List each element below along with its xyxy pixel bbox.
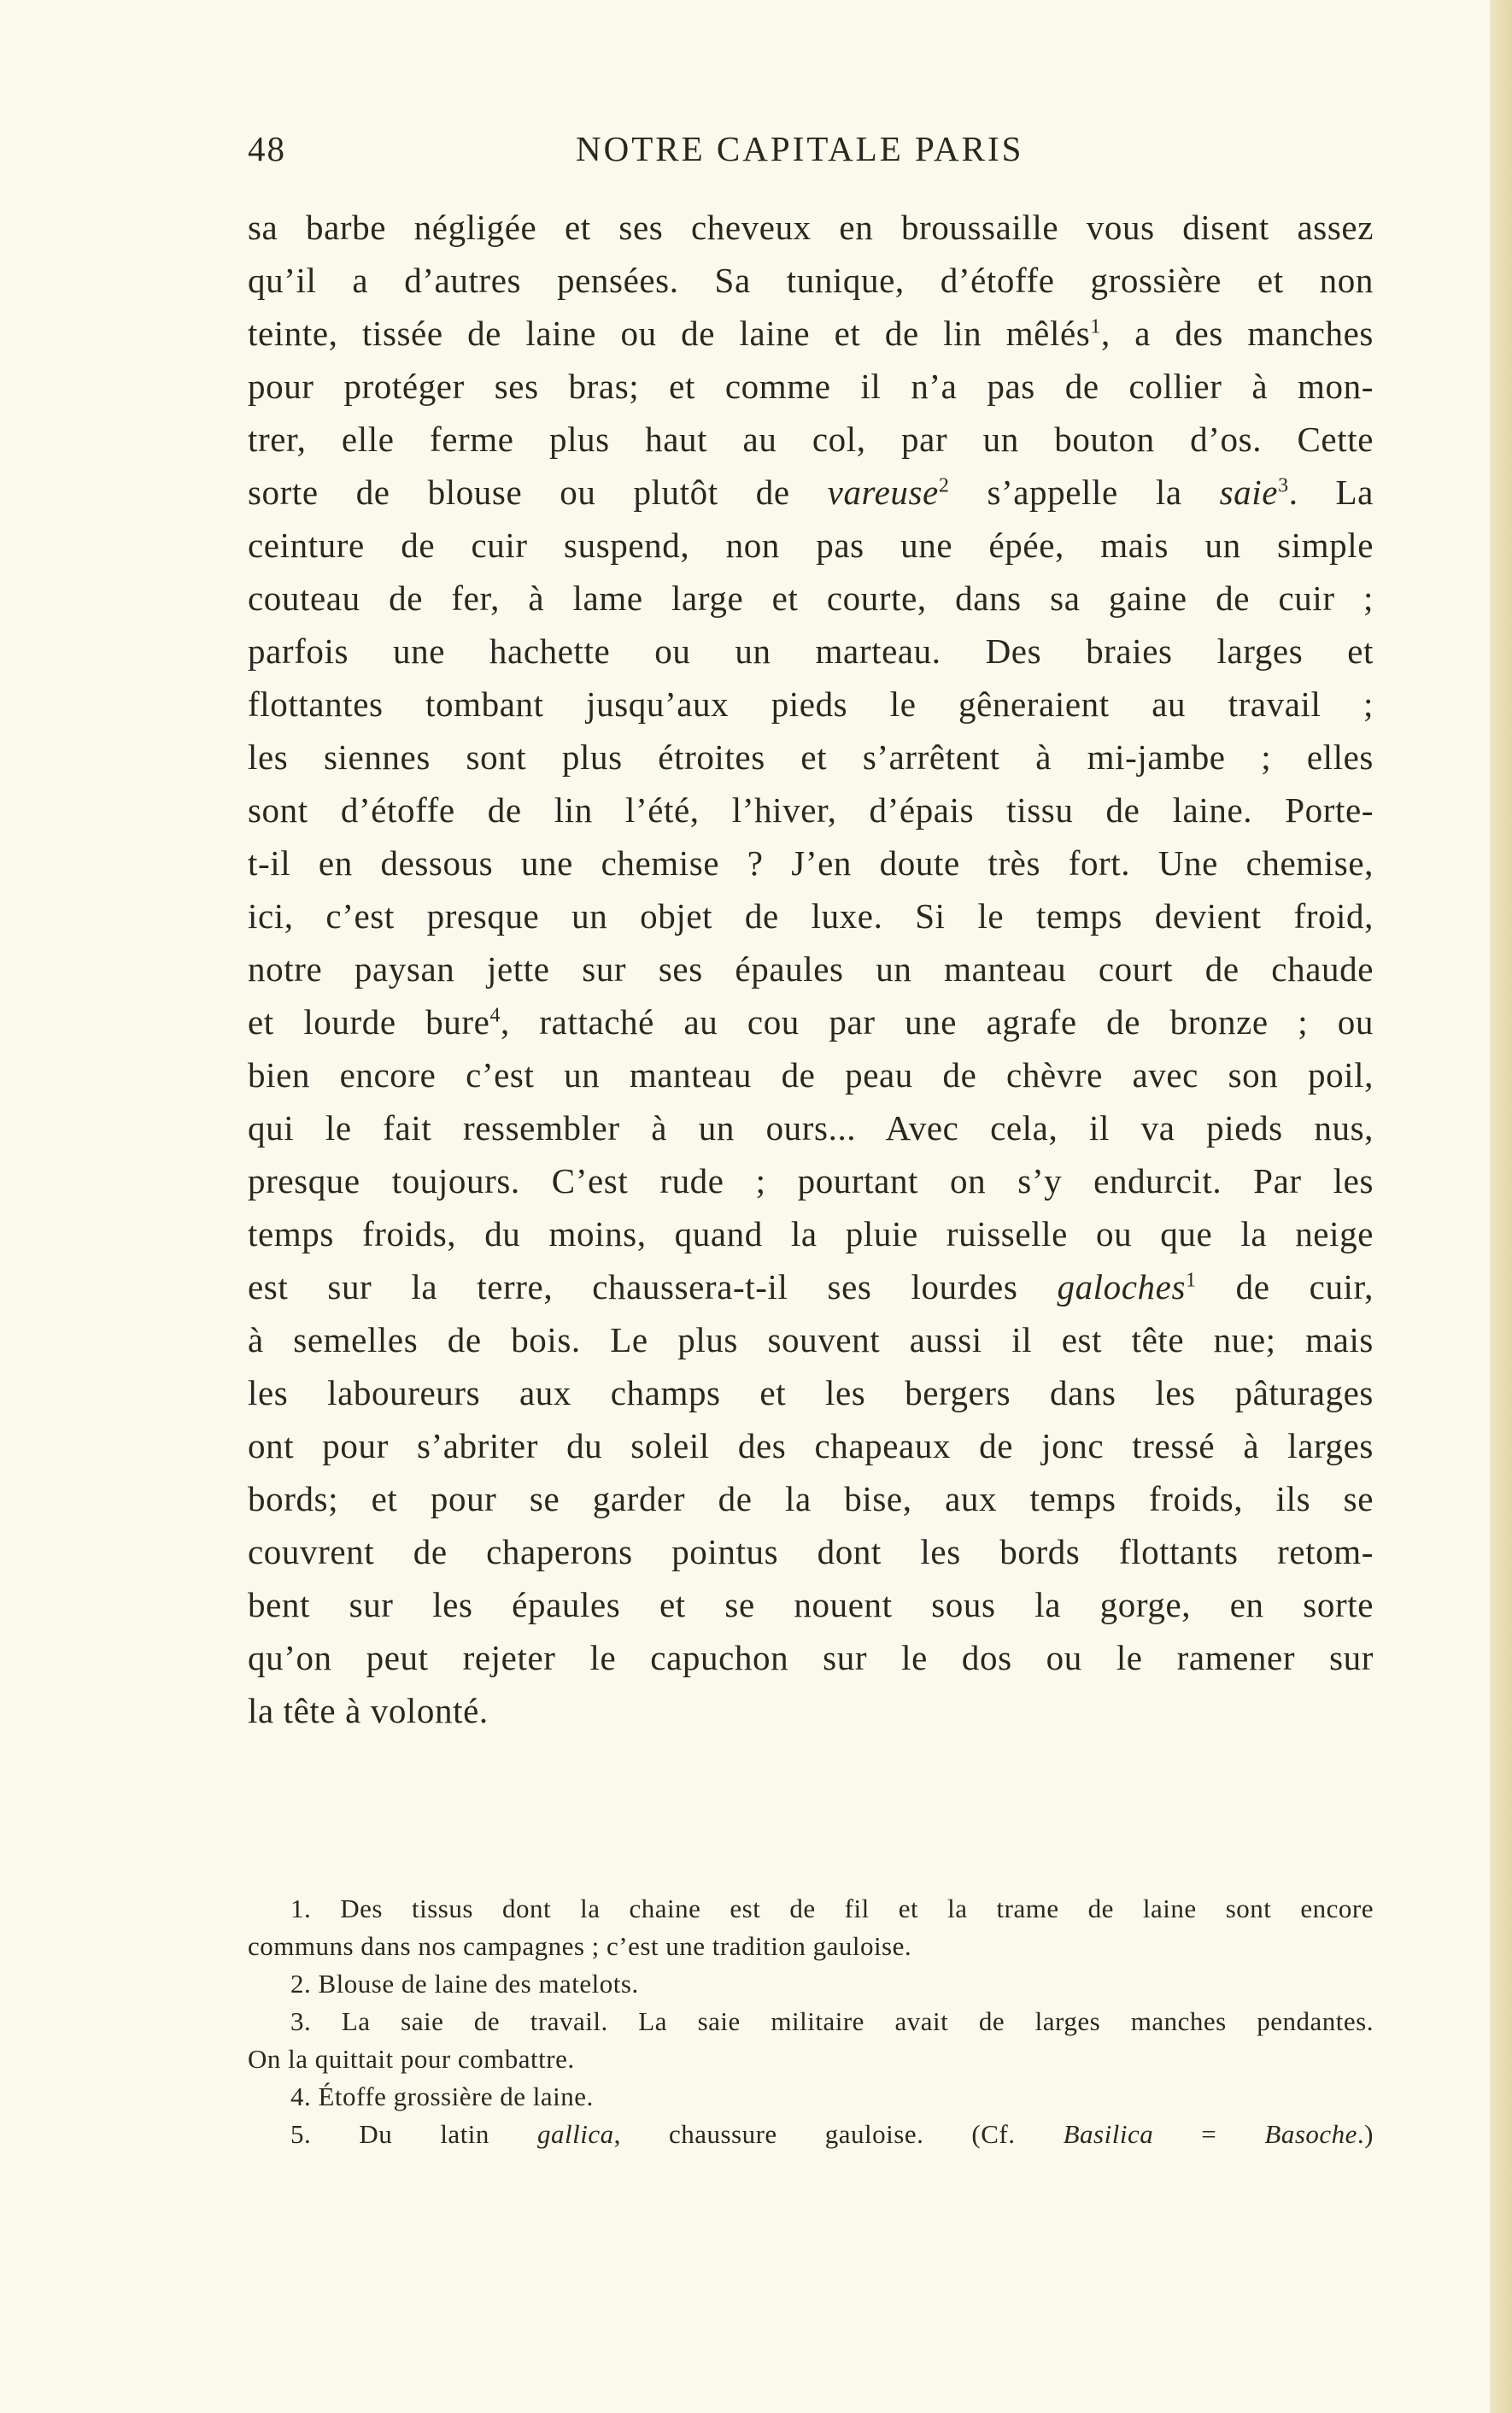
text-line: couteau de fer, à lame large et courte, dans sa gaine de cuir ; xyxy=(248,578,1374,618)
text-line: flottantes tombant jusqu’aux pieds le gêneraient au travail ; xyxy=(248,684,1374,724)
text-line: les siennes sont plus étroites et s’arrêtent à mi-jambe ; elles xyxy=(248,737,1374,777)
footnote: On la quittait pour combattre. xyxy=(248,2044,575,2074)
footnote: 1. Des tissus dont la chaine est de fil et la trame de laine sont encore xyxy=(290,1893,1374,1923)
footnote: 2. Blouse de laine des matelots. xyxy=(290,1969,639,1999)
text-line: et lourde bure$^4$, rattaché au cou par une agrafe de bronze ; ou xyxy=(248,1002,1374,1042)
footnote: 5. Du latin gallica, chaussure gauloise. (Cf. Basilica = Basoche.) xyxy=(290,2119,1374,2149)
text-line: bords; et pour se garder de la bise, aux temps froids, ils se xyxy=(248,1479,1374,1518)
footnote-ref: 2 xyxy=(938,474,950,497)
text-line: couvrent de chaperons pointus dont les bords flottants retom- xyxy=(248,1532,1374,1571)
text-line: qu’on peut rejeter le capuchon sur le dos ou le ramener sur xyxy=(248,1638,1374,1677)
text-line: temps froids, du moins, quand la pluie ruisselle ou que la neige xyxy=(248,1214,1374,1253)
footnote: 4. Étoffe grossière de laine. xyxy=(290,2081,594,2111)
page-header xyxy=(248,128,1374,179)
text-line: pour protéger ses bras; et comme il n’a pas de collier à mon- xyxy=(248,367,1374,406)
text-line: la tête à volonté. xyxy=(248,1691,489,1730)
text-line: les laboureurs aux champs et les bergers dans les pâturages xyxy=(248,1373,1374,1412)
running-title: NOTRE CAPITALE PARIS xyxy=(576,129,1024,168)
text-line: qui le fait ressembler à un ours... Avec cela, il va pieds nus, xyxy=(248,1108,1374,1148)
text-line: sorte de blouse ou plutôt de vareuse$^2$ s’appelle la saie$^3$. La xyxy=(248,473,1374,512)
footnote: communs dans nos campagnes ; c’est une tradition gauloise. xyxy=(248,1931,912,1961)
text-line: sa barbe négligée et ses cheveux en broussaille vous disent assez xyxy=(248,208,1374,247)
footnote-ref: 1 xyxy=(1186,1269,1197,1292)
text-line: bent sur les épaules et se nouent sous la gorge, en sorte xyxy=(248,1585,1374,1624)
text-line: ceinture de cuir suspend, non pas une épée, mais un simple xyxy=(248,525,1374,565)
text-line: notre paysan jette sur ses épaules un manteau court de chaude xyxy=(248,949,1374,989)
text-line: ont pour s’abriter du soleil des chapeaux de jonc tressé à larges xyxy=(248,1426,1374,1465)
text-line: sont d’étoffe de lin l’été, l’hiver, d’épais tissu de laine. Porte- xyxy=(248,790,1374,830)
footnote: 3. La saie de travail. La saie militaire avait de larges manches pendantes. xyxy=(290,2006,1374,2036)
text-line: trer, elle ferme plus haut au col, par un bouton d’os. Cette xyxy=(248,420,1374,459)
footnotes xyxy=(248,1890,1374,2153)
text-line: qu’il a d’autres pensées. Sa tunique, d’étoffe grossière et non xyxy=(248,261,1374,300)
footnote-ref: 3 xyxy=(1278,474,1289,497)
text-line: t-il en dessous une chemise ? J’en doute très fort. Une chemise, xyxy=(248,843,1374,883)
page-number: 48 xyxy=(248,129,286,168)
text-line: bien encore c’est un manteau de peau de chèvre avec son poil, xyxy=(248,1055,1374,1095)
text-line: à semelles de bois. Le plus souvent aussi il est tête nue; mais xyxy=(248,1320,1374,1359)
footnote-ref: 4 xyxy=(489,1004,501,1027)
text-line: teinte, tissée de laine ou de laine et de lin mêlés$^1$, a des manches xyxy=(248,314,1374,353)
text-line: est sur la terre, chaussera-t-il ses lourdes galoches$^1$ de cuir, xyxy=(248,1267,1374,1306)
text-line: ici, c’est presque un objet de luxe. Si le temps devient froid, xyxy=(248,896,1374,936)
text-line: parfois une hachette ou un marteau. Des braies larges et xyxy=(248,631,1374,671)
body-text xyxy=(248,201,1374,1737)
text-line: presque toujours. C’est rude ; pourtant on s’y endurcit. Par les xyxy=(248,1161,1374,1201)
page-edge xyxy=(1490,0,1512,2413)
footnote-ref: 1 xyxy=(1090,315,1101,338)
